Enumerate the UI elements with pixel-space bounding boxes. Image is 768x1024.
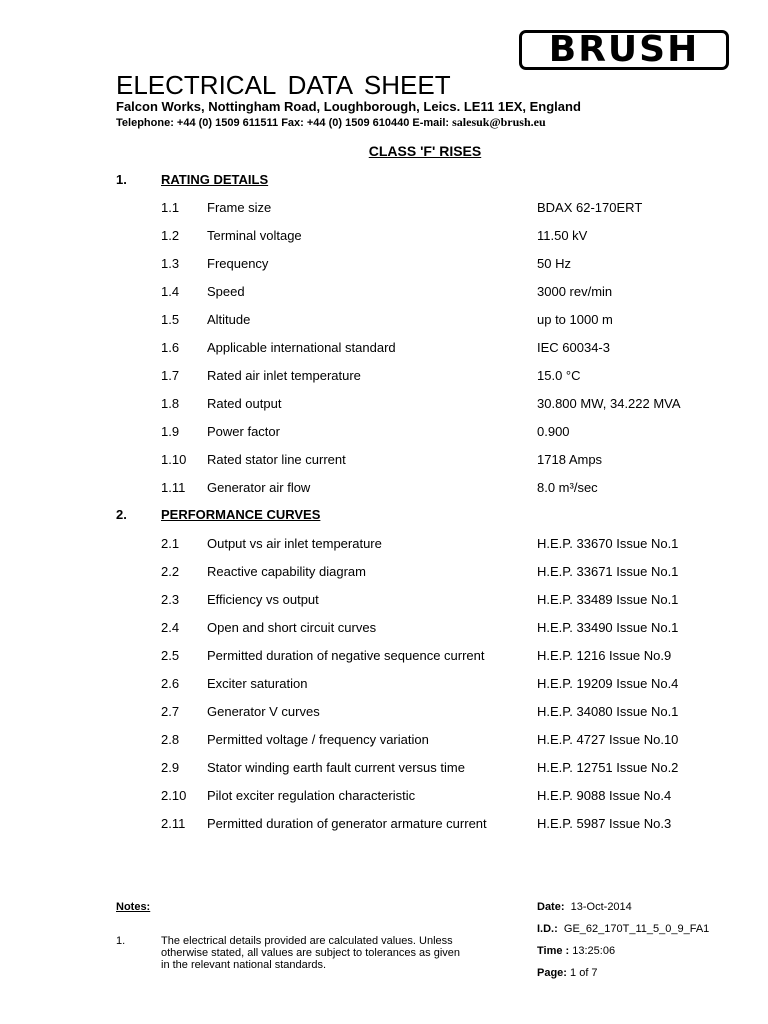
date-label: Date:	[537, 901, 565, 913]
row-number: 1.6	[161, 340, 180, 355]
row-value: H.E.P. 12751 Issue No.2	[537, 760, 679, 775]
document-title: ELECTRICAL DATA SHEET	[116, 70, 451, 100]
date-value: 13-Oct-2014	[570, 901, 632, 913]
note-number: 1.	[116, 935, 126, 947]
brush-logo: BRUSH	[519, 30, 729, 70]
row-value: H.E.P. 34080 Issue No.1	[537, 704, 679, 719]
row-value: H.E.P. 5987 Issue No.3	[537, 816, 672, 831]
row-number: 2.8	[161, 732, 180, 747]
row-value: H.E.P. 33489 Issue No.1	[537, 592, 679, 607]
row-value: 3000 rev/min	[537, 284, 613, 299]
row-value: BDAX 62-170ERT	[537, 200, 643, 215]
row-value: H.E.P. 33671 Issue No.1	[537, 564, 679, 579]
id-line	[537, 923, 709, 935]
row-number: 2.2	[161, 564, 180, 579]
row-number: 1.5	[161, 312, 180, 327]
row-label: Permitted duration of negative sequence current	[207, 648, 485, 663]
row-label: Exciter saturation	[207, 676, 308, 691]
row-number: 2.1	[161, 536, 180, 551]
row-label: Altitude	[207, 312, 251, 327]
row-number: 2.9	[161, 760, 180, 775]
row-number: 1.2	[161, 228, 180, 243]
row-label: Rated output	[207, 396, 282, 411]
row-number: 2.11	[161, 816, 186, 831]
section-number: 1.	[116, 172, 127, 187]
row-value: 11.50 kV	[537, 228, 588, 243]
row-value: 1718 Amps	[537, 452, 603, 467]
row-label: Pilot exciter regulation characteristic	[207, 788, 416, 803]
note-text: The electrical details provided are calculated values. Unless otherwise stated, all values are subject to tolerances as given in the relevant national standards.	[161, 935, 460, 971]
class-heading: CLASS 'F' RISES	[368, 143, 482, 159]
row-label: Output vs air inlet temperature	[207, 536, 382, 551]
row-number: 1.4	[161, 284, 180, 299]
row-number: 1.8	[161, 396, 180, 411]
date-line	[537, 901, 632, 913]
row-label: Rated air inlet temperature	[207, 368, 361, 383]
contact-email: salesuk@brush.eu	[452, 115, 546, 129]
row-value: H.E.P. 33490 Issue No.1	[537, 620, 679, 635]
row-label: Open and short circuit curves	[207, 620, 377, 635]
row-number: 2.6	[161, 676, 180, 691]
row-number: 2.10	[161, 788, 187, 803]
contact-line	[116, 115, 546, 130]
row-number: 1.1	[161, 200, 180, 215]
row-number: 1.3	[161, 256, 180, 271]
notes-label: Notes:	[116, 901, 151, 913]
row-value: 8.0 m³/sec	[537, 480, 598, 495]
row-value: 15.0 °C	[537, 368, 581, 383]
row-number: 2.7	[161, 704, 180, 719]
row-label: Stator winding earth fault current versus time	[207, 760, 465, 775]
row-label: Terminal voltage	[207, 228, 302, 243]
row-number: 2.3	[161, 592, 180, 607]
row-label: Frame size	[207, 200, 272, 215]
row-number: 2.5	[161, 648, 180, 663]
row-label: Permitted duration of generator armature current	[207, 816, 487, 831]
time-value: 13:25:06	[572, 945, 616, 957]
row-value: up to 1000 m	[537, 312, 613, 327]
row-value: IEC 60034-3	[537, 340, 610, 355]
row-number: 1.10	[161, 452, 187, 467]
row-value: H.E.P. 19209 Issue No.4	[537, 676, 679, 691]
row-value: 30.800 MW, 34.222 MVA	[537, 396, 681, 411]
row-value: H.E.P. 4727 Issue No.10	[537, 732, 679, 747]
id-value: GE_62_170T_11_5_0_9_FA1	[563, 923, 710, 935]
section-title-rating-details: RATING DETAILS	[161, 172, 269, 187]
page-line	[537, 967, 598, 979]
page-value: 1 of 7	[570, 967, 598, 979]
row-label: Generator air flow	[207, 480, 311, 495]
row-number: 1.9	[161, 424, 180, 439]
row-value: H.E.P. 9088 Issue No.4	[537, 788, 672, 803]
row-value: H.E.P. 1216 Issue No.9	[537, 648, 672, 663]
row-label: Applicable international standard	[207, 340, 396, 355]
section-title-performance-curves: PERFORMANCE CURVES	[161, 507, 321, 522]
page-label: Page:	[537, 967, 567, 979]
time-line	[537, 945, 615, 957]
contact-phone-fax: Telephone: +44 (0) 1509 611511 Fax: +44 (0) 1509 610440 E-mail:	[116, 117, 453, 129]
company-address: Falcon Works, Nottingham Road, Loughborough, Leics. LE11 1EX, England	[116, 99, 581, 114]
row-label: Power factor	[207, 424, 280, 439]
row-value: 50 Hz	[537, 256, 571, 271]
time-label: Time :	[537, 945, 570, 957]
row-label: Permitted voltage / frequency variation	[207, 732, 429, 747]
row-number: 2.4	[161, 620, 180, 635]
row-label: Efficiency vs output	[207, 592, 319, 607]
row-number: 1.7	[161, 368, 180, 383]
row-value: H.E.P. 33670 Issue No.1	[537, 536, 679, 551]
row-label: Rated stator line current	[207, 452, 346, 467]
row-label: Reactive capability diagram	[207, 564, 366, 579]
section-number: 2.	[116, 507, 127, 522]
row-label: Speed	[207, 284, 245, 299]
row-label: Generator V curves	[207, 704, 320, 719]
id-label: I.D.:	[537, 923, 558, 935]
row-label: Frequency	[207, 256, 269, 271]
row-number: 1.11	[161, 480, 186, 495]
row-value: 0.900	[537, 424, 570, 439]
